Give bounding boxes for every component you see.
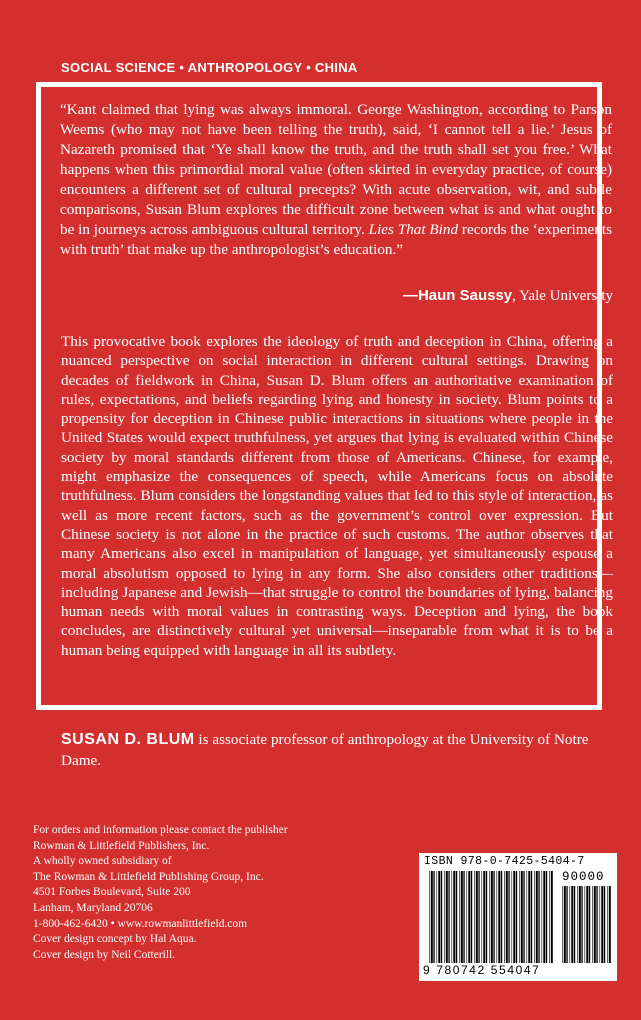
publisher-line: 1-800-462-6420 • www.rowmanlittlefield.com [33,917,248,930]
barcode-bar [592,886,593,963]
quote-text-after: records the ‘experiments with truth’ that make up the anthropologist’s education.” [60,221,613,258]
barcode-bar [429,871,430,963]
quote-book-title: Lies That Bind [368,221,459,238]
barcode-bar [564,886,566,963]
barcode-bar [538,871,539,963]
barcode-bar [463,871,464,963]
barcode-bar [542,871,543,963]
barcode-bar [513,871,515,963]
publisher-line: For orders and information please contact the publisher [33,824,288,836]
barcode-bar [609,886,611,963]
isbn-label: ISBN 978-0-7425-5404-7 [424,855,585,868]
barcode-bar [534,871,535,963]
barcode-bar [498,871,500,963]
barcode-bar [508,871,509,963]
barcode-bar [594,886,596,963]
attribution-dash: — [402,287,418,304]
barcode-bar [543,871,545,963]
barcode-bar [523,871,524,963]
barcode-bar [461,871,463,963]
barcode-bar [476,871,478,963]
description-paragraph: This provocative book explores the ideology of truth and deception in China, offering a nuanced perspective on social interaction in different cultural settings. Drawing on decades of fieldwork in China, Susan D. Blum offers an authoritative examination of rules, expectations, and beliefs regarding lying and honesty in society. Blum points to a propensity for deception in Chinese public interactions in situations where people in the United States would expect truthfulness, yet argues that lying is evaluated within Chinese society by moral standards different from those of Americans. Chinese, for example, might emphasize the consequences of speech, while Americans focus on absolute truthfulness. Blum considers the longstanding values that led to this style of interaction, as well as more recent factors, such as the government’s control over expression. But Chinese society is not alone in the practice of such customs. The author observes that many Americans also excel in manipulation of language, yet simultaneously espouse a moral absolutism opposed to lying in any form. She also considers other traditions—including Japanese and Jewish—that struggle to control the boundaries of lying, balancing human needs with moral values in contrasting ways. Deception and lying, the book concludes, are distinctively cultural yet universal—inseparable from what it is to be a human being equipped with language in all its subtlety. [61,333,613,659]
barcode-bar [585,886,586,963]
barcode-bar [453,871,455,963]
barcode-bar [459,871,460,963]
barcode-bar [456,871,457,963]
barcode-bar [441,871,442,963]
publisher-line: Lanham, Maryland 20706 [33,901,153,914]
barcode-bar [491,871,493,963]
barcode-bar [549,871,550,963]
barcode-bar [570,886,571,963]
barcode-bar [577,886,578,963]
attribution-affiliation: , Yale University [512,288,613,304]
publisher-info [33,823,403,963]
barcode-bar [431,871,433,963]
barcode-bar [501,871,502,963]
barcode-bar [519,871,520,963]
quote-attribution [403,287,613,305]
barcode-bar [433,871,434,963]
barcode-bar [452,871,453,963]
barcode-bars-addon [562,886,612,963]
barcode-box [419,853,617,981]
barcode-bar [489,871,490,963]
barcode-bar [474,871,475,963]
barcode-bar [574,886,575,963]
review-quote [60,100,612,260]
barcode-bar [531,871,532,963]
barcode-bar [486,871,487,963]
publisher-line: Rowman & Littlefield Publishers, Inc. [33,839,210,852]
publisher-line: Cover design by Neil Cotterill. [33,948,176,961]
barcode-number: 9 780742 554047 [423,963,541,977]
barcode-bar [512,871,513,963]
author-bio [61,729,613,771]
barcode-bar [497,871,498,963]
barcode-bar [579,886,581,963]
barcode-bar [596,886,597,963]
barcode-bar [527,871,528,963]
attribution-name: Haun Saussy [417,287,513,304]
barcode-bar [581,886,582,963]
barcode-bar [438,871,440,963]
barcode-bar [467,871,468,963]
publisher-line: The Rowman & Littlefield Publishing Group, Inc. [33,870,264,883]
barcode-bars-main [429,871,554,963]
barcode-bar [546,871,547,963]
barcode-bar [506,871,508,963]
barcode-bar [483,871,485,963]
barcode-bar [471,871,472,963]
barcode-bar [589,886,590,963]
barcode-bar [504,871,505,963]
barcode-bar [600,886,601,963]
barcode-bar [571,886,573,963]
barcode-bar [478,871,479,963]
quote-text-before: “Kant claimed that lying was always immoral. George Washington, according to Parson Weems (who may not have been telling the truth), said, ‘I cannot tell a lie.’ Jesus of Nazareth promised that ‘Ye shall know the truth, and the truth shall set you free.’ What happens when this primordial moral value (often skirted in everyday practice, of course) encounters a different set of cultural precepts? With acute observation, wit, and subtle comparisons, Susan Blum explores the difficult zone between what is and what ought to be in journeys across ambiguous cultural territory. [60,101,612,238]
barcode-bar [446,871,448,963]
barcode-bar [607,886,608,963]
barcode-bar [604,886,605,963]
barcode-bar [444,871,445,963]
barcode-bar [601,886,603,963]
barcode-bar [566,886,567,963]
barcode-bar [493,871,494,963]
barcode-bar [551,871,553,963]
barcode-bar [437,871,438,963]
barcode-bar [536,871,538,963]
price-code: 90000 [562,870,605,884]
publisher-line: Cover design concept by Hal Aqua. [33,933,197,946]
barcode-bar [586,886,588,963]
barcode-bar [521,871,523,963]
category-line: SOCIAL SCIENCE • ANTHROPOLOGY • CHINA [61,60,358,75]
barcode-bar [468,871,470,963]
publisher-line: 4501 Forbes Boulevard, Suite 200 [33,886,191,899]
barcode-bar [528,871,530,963]
bio-text: is associate professor of anthropology at the University of Notre Dame. [61,731,589,769]
barcode-bar [448,871,449,963]
book-description [61,332,613,660]
barcode-bar [562,886,563,963]
barcode-bar [516,871,517,963]
publisher-line: A wholly owned subsidiary of [33,855,172,868]
bio-author-name: SUSAN D. BLUM [61,731,195,748]
barcode-bar [482,871,483,963]
